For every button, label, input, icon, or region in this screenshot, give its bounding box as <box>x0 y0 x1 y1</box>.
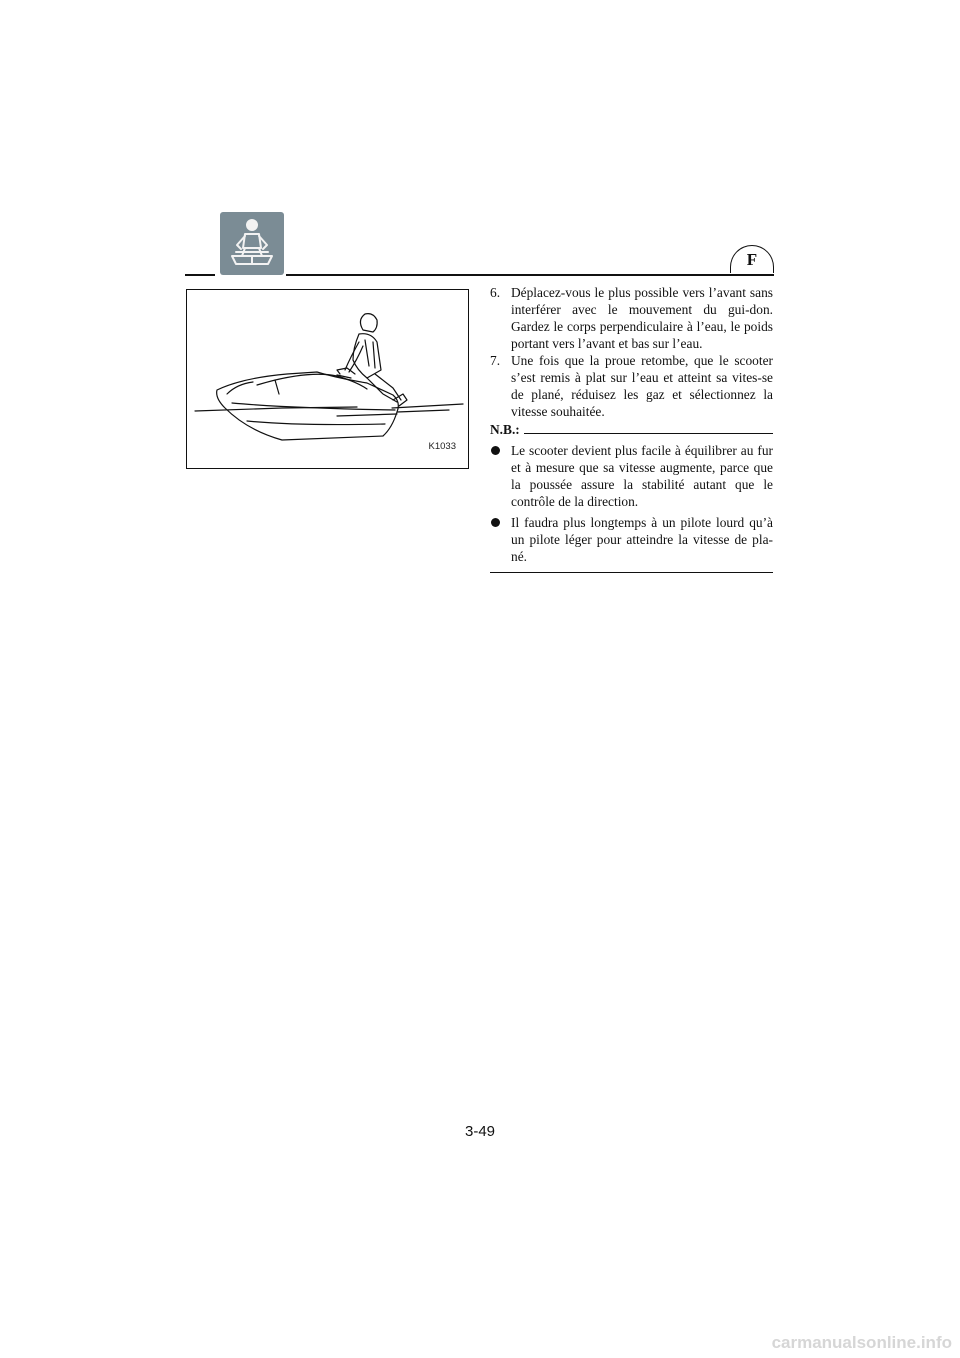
note-bullet <box>490 514 773 565</box>
instruction-column <box>490 284 773 573</box>
note-header <box>490 421 773 438</box>
note-rule <box>524 433 773 434</box>
page-number: 3-49 <box>464 1123 496 1140</box>
header-rule-left <box>185 274 215 276</box>
bullet-text: Il faudra plus longtemps à un pilote lourd qu’à un pilote léger pour atteindre la vitesse de pla-né. <box>511 515 773 564</box>
header-rule <box>286 274 774 276</box>
note-bullet <box>490 442 773 510</box>
step-text: Une fois que la proue retombe, que le scooter s’est remis à plat sur l’eau et atteint sa vites-se de plané, réduisez les gaz et sélectionnez la vitesse souhaitée. <box>511 353 773 419</box>
jet-ski-rider-icon <box>220 212 284 275</box>
rider-planing-illustration <box>186 289 469 469</box>
step-number: 6. <box>490 285 501 300</box>
step-number: 7. <box>490 353 501 368</box>
step-item <box>490 284 773 352</box>
figure-code: K1033 <box>428 441 456 452</box>
bullet-dot-icon <box>491 518 500 527</box>
bullet-dot-icon <box>491 446 500 455</box>
step-text: Déplacez-vous le plus possible vers l’avant sans interférer avec le mouvement du gui-don. Gardez le corps perpendiculaire à l’eau, le poids portant vers l’avant et bas sur l’eau. <box>511 285 773 351</box>
watermark: carmanualsonline.info <box>771 1333 952 1352</box>
note-label: N.B.: <box>490 422 520 437</box>
note-end-rule <box>490 572 773 573</box>
step-item <box>490 352 773 420</box>
language-badge: F <box>730 245 774 273</box>
bullet-text: Le scooter devient plus facile à équilibrer au fur et à mesure que sa vitesse augmente, parce que la poussée assure la stabilité autant que le contrôle de la direction. <box>511 443 773 509</box>
